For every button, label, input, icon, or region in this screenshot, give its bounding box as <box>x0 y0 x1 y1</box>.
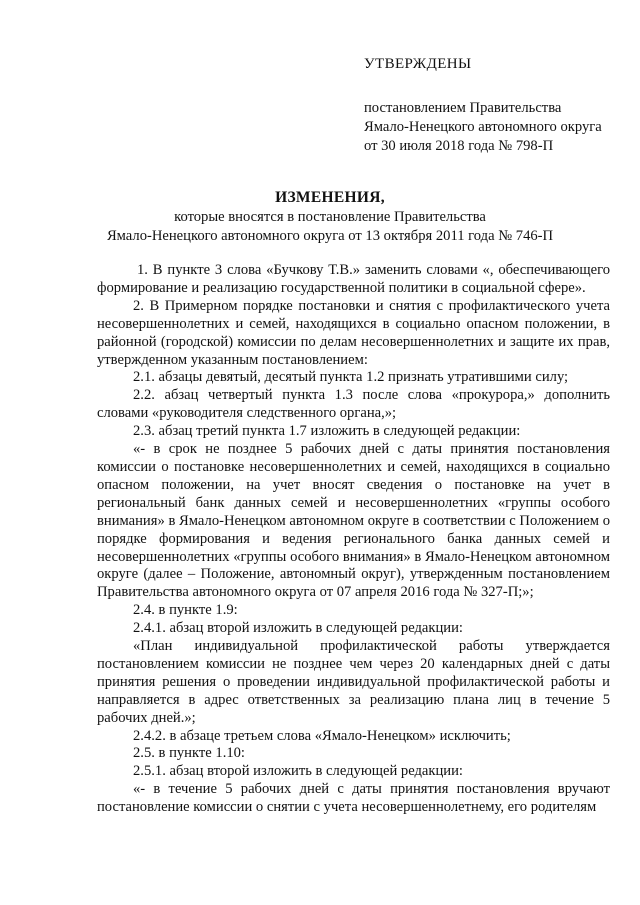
heading-subtitle-1: которые вносятся в постановление Правительства <box>174 209 486 225</box>
paragraph-2-3: 2.3. абзац третий пункта 1.7 изложить в следующей редакции: <box>133 423 521 440</box>
paragraph-2-4-2: 2.4.2. в абзаце третьем слова «Ямало-Ненецком» исключить; <box>133 727 511 744</box>
heading-main: ИЗМЕНЕНИЯ, <box>275 189 385 206</box>
paragraph-2-3-quote: «- в срок не позднее 5 рабочих дней с даты принятия постановления комиссии о постановке несовершеннолетних и семей, находящихся в социально опасном положении, на учет вносят сведения о постановке на учет в региональный банк данных семей и несовершеннолетних «группы особого внимания» в Ямало-Ненецком автономном округе в соответствии с Положением о порядке формирования и ведения регионального банка данных семей и несовершеннолетних «группы особого внимания» в Ямало-Ненецком автономном округе (далее – Положение, автономный округ), утвержденным постановлением Правительства автономного округа от 07 апреля 2016 года № 327-П;»; <box>97 441 610 601</box>
document-heading <box>80 188 580 246</box>
paragraph-2-1: 2.1. абзацы девятый, десятый пункта 1.2 признать утратившими силу; <box>133 369 569 386</box>
paragraph-2-2: 2.2. абзац четвертый пункта 1.3 после слова «прокурора,» дополнить словами «руководителя следственного органа,»; <box>97 387 610 422</box>
paragraph-2: 2. В Примерном порядке постановки и снятия с профилактического учета несовершеннолетних и семей, находящихся в социально опасном положении, в районной (городской) комиссии по делам несовершеннолетних и защите их прав, утвержденном указанным постановлением: <box>97 297 610 368</box>
paragraph-2-5-1-quote: «- в течение 5 рабочих дней с даты принятия постановления вручают постановление комиссии о снятии с учета несовершеннолетнему, его родителям <box>97 781 610 816</box>
paragraph-2-5-1: 2.5.1. абзац второй изложить в следующей редакции: <box>133 763 463 780</box>
approval-line-3: от 30 июля 2018 года № 798-П <box>364 138 554 154</box>
approval-line-1: постановлением Правительства <box>364 100 562 116</box>
approval-block <box>364 55 624 156</box>
paragraph-2-4-1-quote: «План индивидуальной профилактической работы утверждается постановлением комиссии не позднее чем через 20 календарных дней с даты принятия решения о проведении индивидуальной профилактической работы и направляется в адрес ответственных за реализацию плана лиц в течение 5 рабочих дней.»; <box>97 638 610 726</box>
paragraph-2-4: 2.4. в пункте 1.9: <box>133 602 238 619</box>
paragraph-1: 1. В пункте 3 слова «Бучкову Т.В.» заменить словами «, обеспечивающего формирование и реализацию государственной политики в социальной сфере». <box>97 262 610 296</box>
paragraph-2-4-1: 2.4.1. абзац второй изложить в следующей редакции: <box>133 620 463 637</box>
heading-subtitle-2: Ямало-Ненецкого автономного округа от 13 октября 2011 года № 746-П <box>106 228 554 244</box>
approval-line-2: Ямало-Ненецкого автономного округа <box>364 119 602 135</box>
approval-title: УТВЕРЖДЕНЫ <box>364 56 472 72</box>
paragraph-2-5: 2.5. в пункте 1.10: <box>133 745 245 762</box>
document-body <box>97 262 610 817</box>
